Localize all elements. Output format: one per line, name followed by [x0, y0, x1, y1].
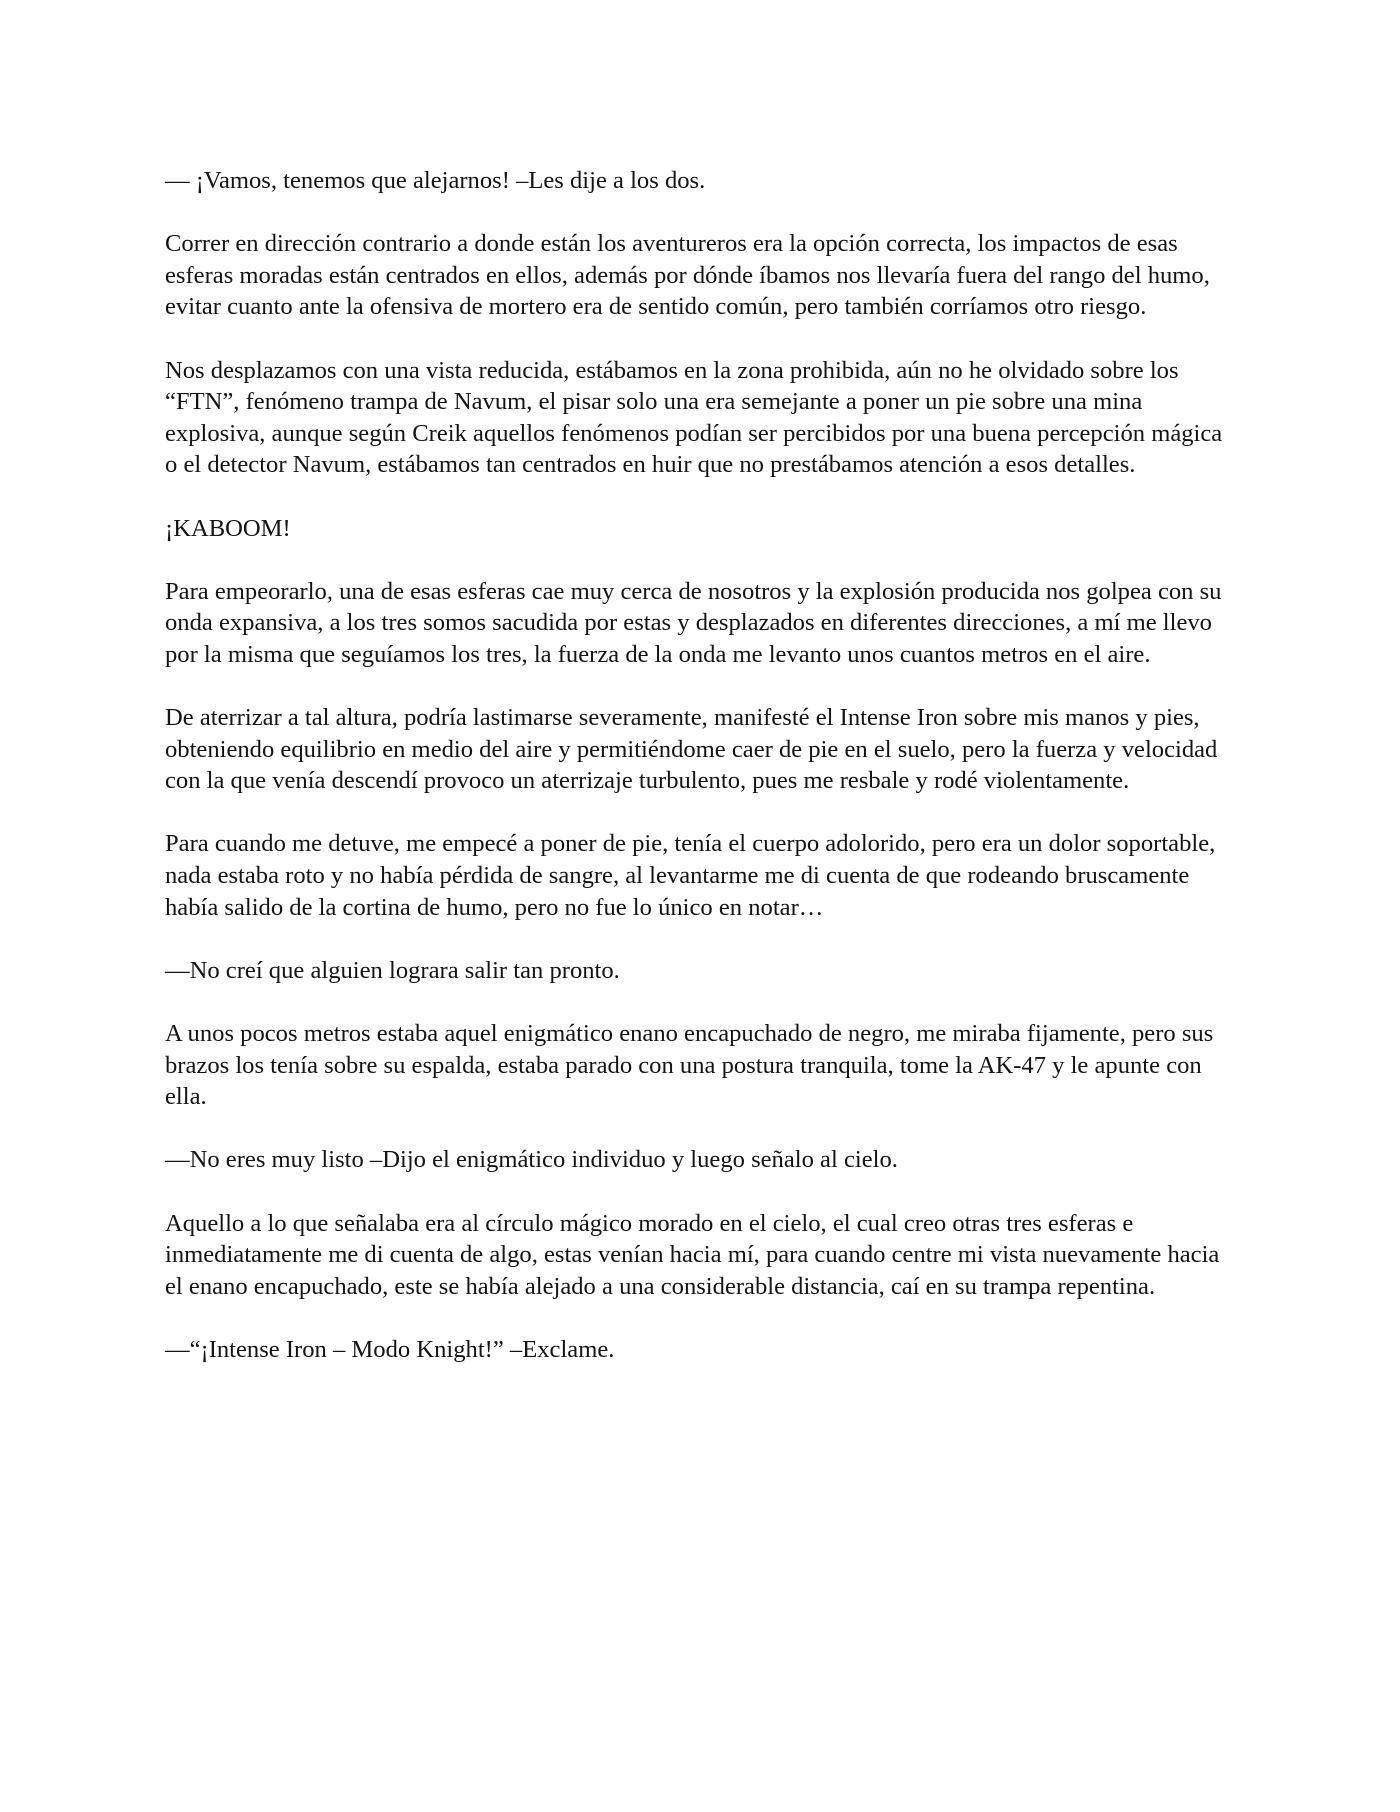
paragraph-5: Para empeorarlo, una de esas esferas cae muy cerca de nosotros y la explosión producida nos golpea con su onda expansiva, a los tres somos sacudida por estas y desplazados en diferentes direcciones, a mí me llevo por la misma que seguíamos los tres, la fuerza de la onda me levanto unos cuantos metros en el aire.: [165, 577, 1222, 668]
paragraph-7: Para cuando me detuve, me empecé a poner de pie, tenía el cuerpo adolorido, pero era un dolor soportable, nada estaba roto y no había pérdida de sangre, al levantarme me di cuenta de que rodeando bruscamente había salido de la cortina de humo, pero no fue lo único en notar…: [165, 830, 1216, 921]
paragraph-10: —No eres muy listo –Dijo el enigmático individuo y luego señalo al cielo.: [165, 1146, 898, 1174]
paragraph-1: — ¡Vamos, tenemos que alejarnos! –Les dije a los dos.: [165, 167, 706, 194]
paragraph-6: De aterrizar a tal altura, podría lastimarse severamente, manifesté el Intense Iron sobre mis manos y pies, obteniendo equilibrio en medio del aire y permitiéndome caer de pie en el suelo, pero la fuerza y velocidad con la que venía descendí provoco un aterrizaje turbulento, pues me resbale y rodé violentamente.: [165, 704, 1218, 795]
paragraph-9: A unos pocos metros estaba aquel enigmático enano encapuchado de negro, me miraba fijamente, pero sus brazos los tenía sobre su espalda, estaba parado con una postura tranquila, tome la AK-47 y le apunte con ella.: [165, 1020, 1214, 1111]
paragraph-4: ¡KABOOM!: [165, 514, 291, 542]
paragraph-8: —No creí que alguien lograra salir tan pronto.: [165, 956, 620, 984]
paragraph-2: Correr en dirección contrario a donde están los aventureros era la opción correcta, los impactos de esas esferas moradas están centrados en ellos, además por dónde íbamos nos llevaría fuera del rango del humo, evitar cuanto ante la ofensiva de mortero era de sentido común, pero también corríamos otro riesgo.: [165, 230, 1210, 321]
paragraph-3: Nos desplazamos con una vista reducida, estábamos en la zona prohibida, aún no he olvidado sobre los “FTN”, fenómeno trampa de Navum, el pisar solo una era semejante a poner un pie sobre una mina explosiva, aunque según Creik aquellos fenómenos podían ser percibidos por una buena percepción mágica o el detector Navum, estábamos tan centrados en huir que no prestábamos atención a esos detalles.: [165, 356, 1223, 479]
document-body: [165, 165, 1240, 1397]
paragraph-11: Aquello a lo que señalaba era al círculo mágico morado en el cielo, el cual creo otras tres esferas e inmediatamente me di cuenta de algo, estas venían hacia mí, para cuando centre mi vista nuevamente hacia el enano encapuchado, este se había alejado a una considerable distancia, caí en su trampa repentina.: [165, 1209, 1220, 1300]
paragraph-12: —“¡Intense Iron – Modo Knight!” –Exclame.: [165, 1335, 615, 1363]
